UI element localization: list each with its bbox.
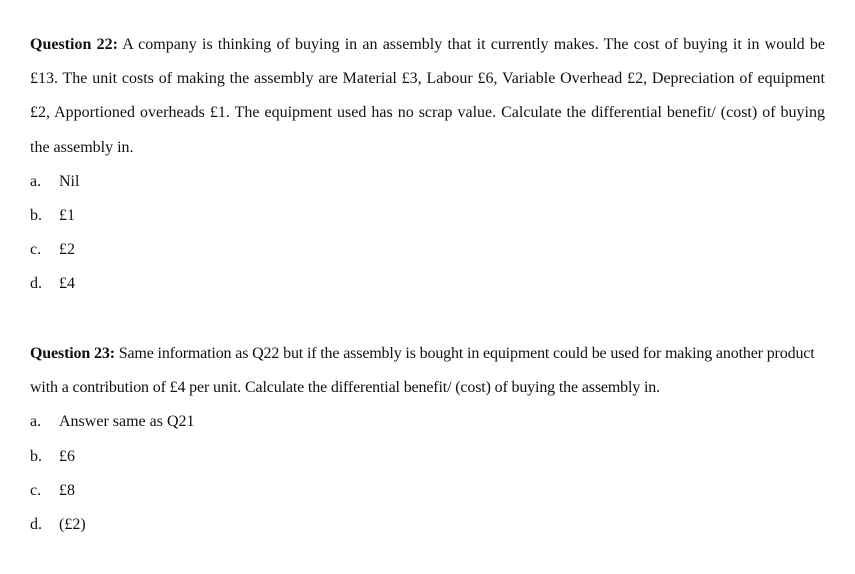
- option-letter: d.: [30, 515, 42, 533]
- option-b: [30, 440, 825, 474]
- option-d: [30, 267, 825, 301]
- option-text: Answer same as Q21: [59, 413, 195, 431]
- question-text: A company is thinking of buying in an assembly that it currently makes. The cost of buying it in would be £13. The unit costs of making the assembly are Material £3, Labour £6, Variable Overhead £2, Depreciation of equipment £2, Apportioned overheads £1. The equipment used has no scrap value. Calculate the differential benefit/ (cost) of buying the assembly in.: [30, 36, 826, 156]
- option-letter: c.: [30, 241, 42, 259]
- answer-options: [30, 405, 825, 542]
- option-letter: b.: [30, 447, 42, 465]
- option-text: £2: [59, 241, 75, 259]
- option-b: [30, 199, 825, 233]
- option-c: [30, 233, 825, 267]
- question-label: Question 23:: [30, 345, 115, 362]
- question-stem: [30, 337, 825, 405]
- option-a: [30, 405, 825, 439]
- option-letter: a.: [30, 172, 42, 190]
- option-text: £1: [59, 207, 75, 224]
- option-letter: d.: [30, 275, 42, 293]
- option-a: [30, 165, 825, 199]
- option-d: [30, 508, 825, 542]
- option-text: (£2): [59, 515, 86, 533]
- option-text: £8: [59, 481, 75, 499]
- question-label: Question 22:: [30, 36, 118, 53]
- option-letter: c.: [30, 481, 42, 499]
- question-23: [30, 337, 825, 542]
- option-text: Nil: [59, 172, 80, 190]
- question-stem: [30, 28, 825, 165]
- option-letter: a.: [30, 413, 42, 431]
- answer-options: [30, 165, 825, 302]
- question-text: Same information as Q22 but if the assembly is bought in equipment could be used for making another product with a contribution of £4 per unit. Calculate the differential benefit/ (cost) of buying the assembly in.: [30, 345, 815, 397]
- question-22: [30, 28, 825, 302]
- option-text: £4: [59, 275, 75, 293]
- option-letter: b.: [30, 207, 42, 224]
- option-text: £6: [59, 447, 75, 465]
- option-c: [30, 474, 825, 508]
